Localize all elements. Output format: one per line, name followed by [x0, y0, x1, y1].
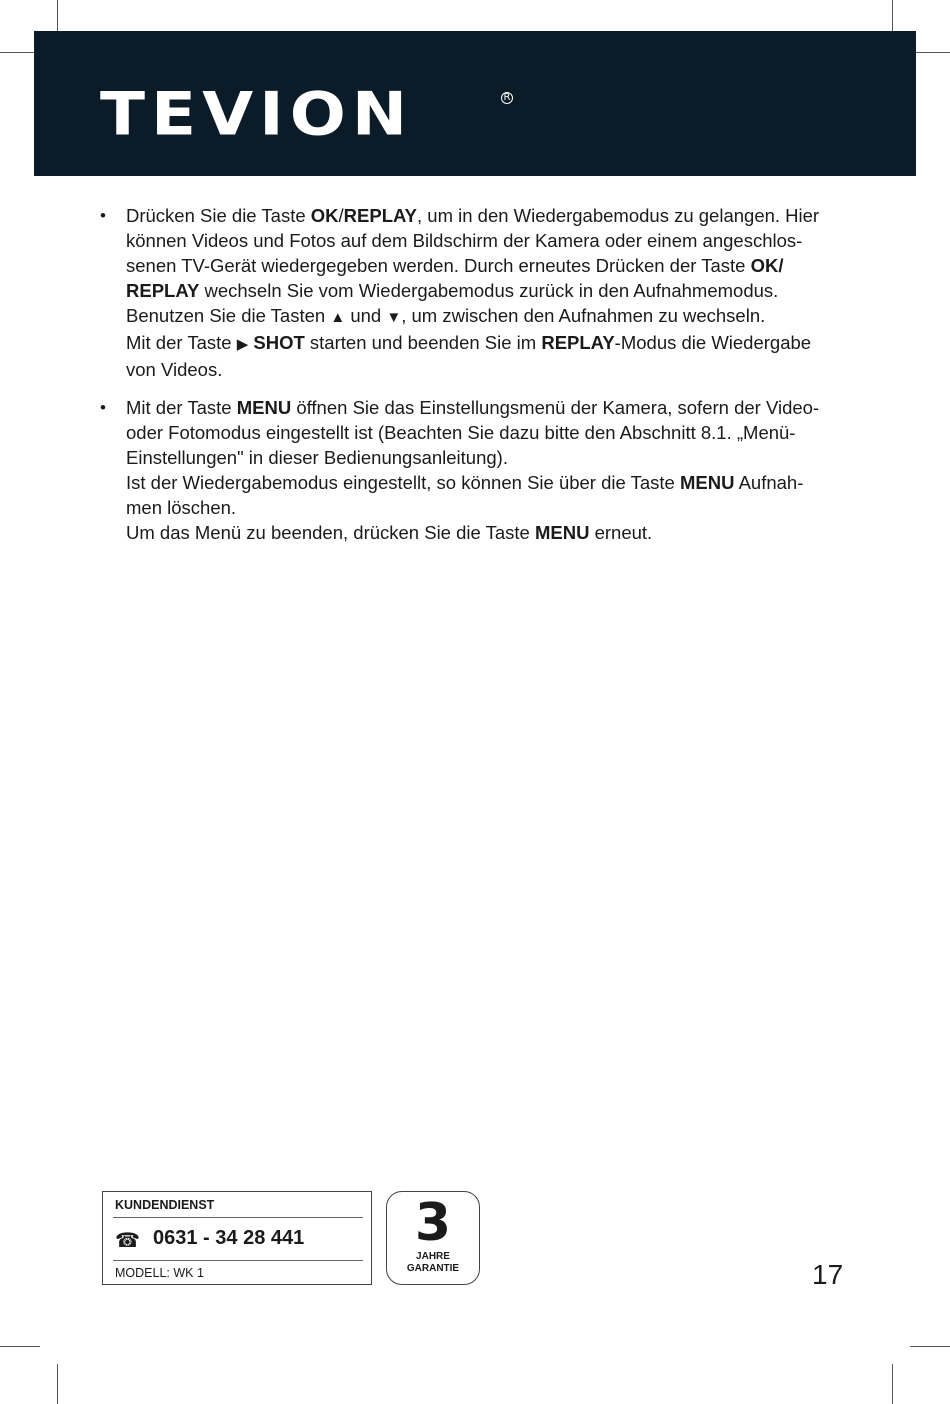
text-run: , um zwischen den Aufnahmen zu wechseln. — [401, 305, 766, 326]
text-line — [126, 357, 850, 382]
text-run: Um das Menü zu beenden, drücken Sie die Taste — [126, 522, 535, 543]
bullet-dot: • — [100, 206, 106, 225]
text-line — [126, 495, 850, 520]
text-run: können Videos und Fotos auf dem Bildschirm der Kamera oder einem angeschlos- — [126, 230, 803, 251]
warranty-badge — [386, 1191, 480, 1285]
warranty-years: 3 — [414, 1193, 452, 1253]
text-run: Aufnah- — [734, 472, 804, 493]
divider — [113, 1260, 363, 1261]
bullet-item — [100, 395, 850, 545]
key-name: MENU — [534, 522, 590, 543]
arrow-icon: ▲ — [330, 309, 346, 326]
warranty-line1: JAHRE — [416, 1251, 450, 1262]
tevion-logo: TEVION — [100, 79, 414, 149]
crop-mark — [910, 52, 950, 53]
page-number: 17 — [812, 1259, 844, 1290]
text-run: öffnen Sie das Einstellungsmenü der Kamera, sofern der Video- — [291, 397, 820, 418]
bullet-dot: • — [100, 398, 106, 417]
registered-mark: R — [501, 92, 513, 104]
crop-mark — [0, 1346, 40, 1347]
service-phone: 0631 - 34 28 441 — [153, 1227, 305, 1249]
key-name: OK/ — [750, 255, 784, 276]
text-run: Mit der Taste — [126, 332, 237, 353]
bullet-item — [100, 203, 850, 382]
key-name: SHOT — [253, 332, 305, 353]
text-run: Drücken Sie die Taste — [126, 205, 311, 226]
crop-mark — [892, 1364, 893, 1404]
text-run: -Modus die Wiedergabe — [614, 332, 812, 353]
text-run: erneut. — [589, 522, 653, 543]
text-run: Mit der Taste — [126, 397, 237, 418]
arrow-icon: ▼ — [386, 309, 402, 326]
telephone-icon: ☎ — [115, 1230, 140, 1252]
text-run: Einstellungen" in dieser Bedienungsanleitung). — [126, 447, 508, 468]
text-line — [126, 253, 850, 278]
text-run: senen TV-Gerät wiedergegeben werden. Durch erneutes Drücken der Taste — [126, 255, 751, 276]
key-name: REPLAY — [541, 332, 615, 353]
warranty-line2: GARANTIE — [406, 1263, 460, 1274]
text-line — [126, 278, 850, 303]
text-run: starten und beenden Sie im — [304, 332, 542, 353]
text-line — [126, 203, 850, 228]
text-line — [126, 445, 850, 470]
text-line — [126, 420, 850, 445]
text-run: , um in den Wiedergabemodus zu gelangen. Hier — [417, 205, 820, 226]
crop-mark — [910, 1346, 950, 1347]
text-run: men löschen. — [126, 497, 237, 518]
crop-mark — [57, 1364, 58, 1404]
text-line — [126, 395, 850, 420]
key-name: OK — [310, 205, 339, 226]
key-name: REPLAY — [126, 280, 200, 301]
text-line — [126, 520, 850, 545]
key-name: MENU — [679, 472, 735, 493]
model-label: MODELL: WK 1 — [115, 1266, 204, 1280]
arrow-icon: ▶ — [236, 336, 249, 353]
text-run: oder Fotomodus eingestellt ist (Beachten Sie dazu bitte den Abschnitt 8.1. „Menü- — [126, 422, 796, 443]
text-run: von Videos. — [126, 359, 223, 380]
key-name: REPLAY — [343, 205, 417, 226]
text-run: Ist der Wiedergabemodus eingestellt, so können Sie über die Taste — [126, 472, 680, 493]
text-run: / — [338, 205, 344, 226]
instruction-list — [100, 203, 850, 558]
text-line — [126, 303, 850, 330]
text-line — [126, 228, 850, 253]
text-run: Benutzen Sie die Tasten — [126, 305, 331, 326]
text-line — [126, 330, 850, 357]
service-title: KUNDENDIENST — [115, 1198, 215, 1212]
text-run: wechseln Sie vom Wiedergabemodus zurück in den Aufnahmemodus. — [199, 280, 779, 301]
divider — [113, 1217, 363, 1218]
customer-service-box — [102, 1191, 372, 1285]
text-line — [126, 470, 850, 495]
text-run: und — [345, 305, 387, 326]
key-name: MENU — [236, 397, 292, 418]
header-band — [34, 31, 916, 176]
